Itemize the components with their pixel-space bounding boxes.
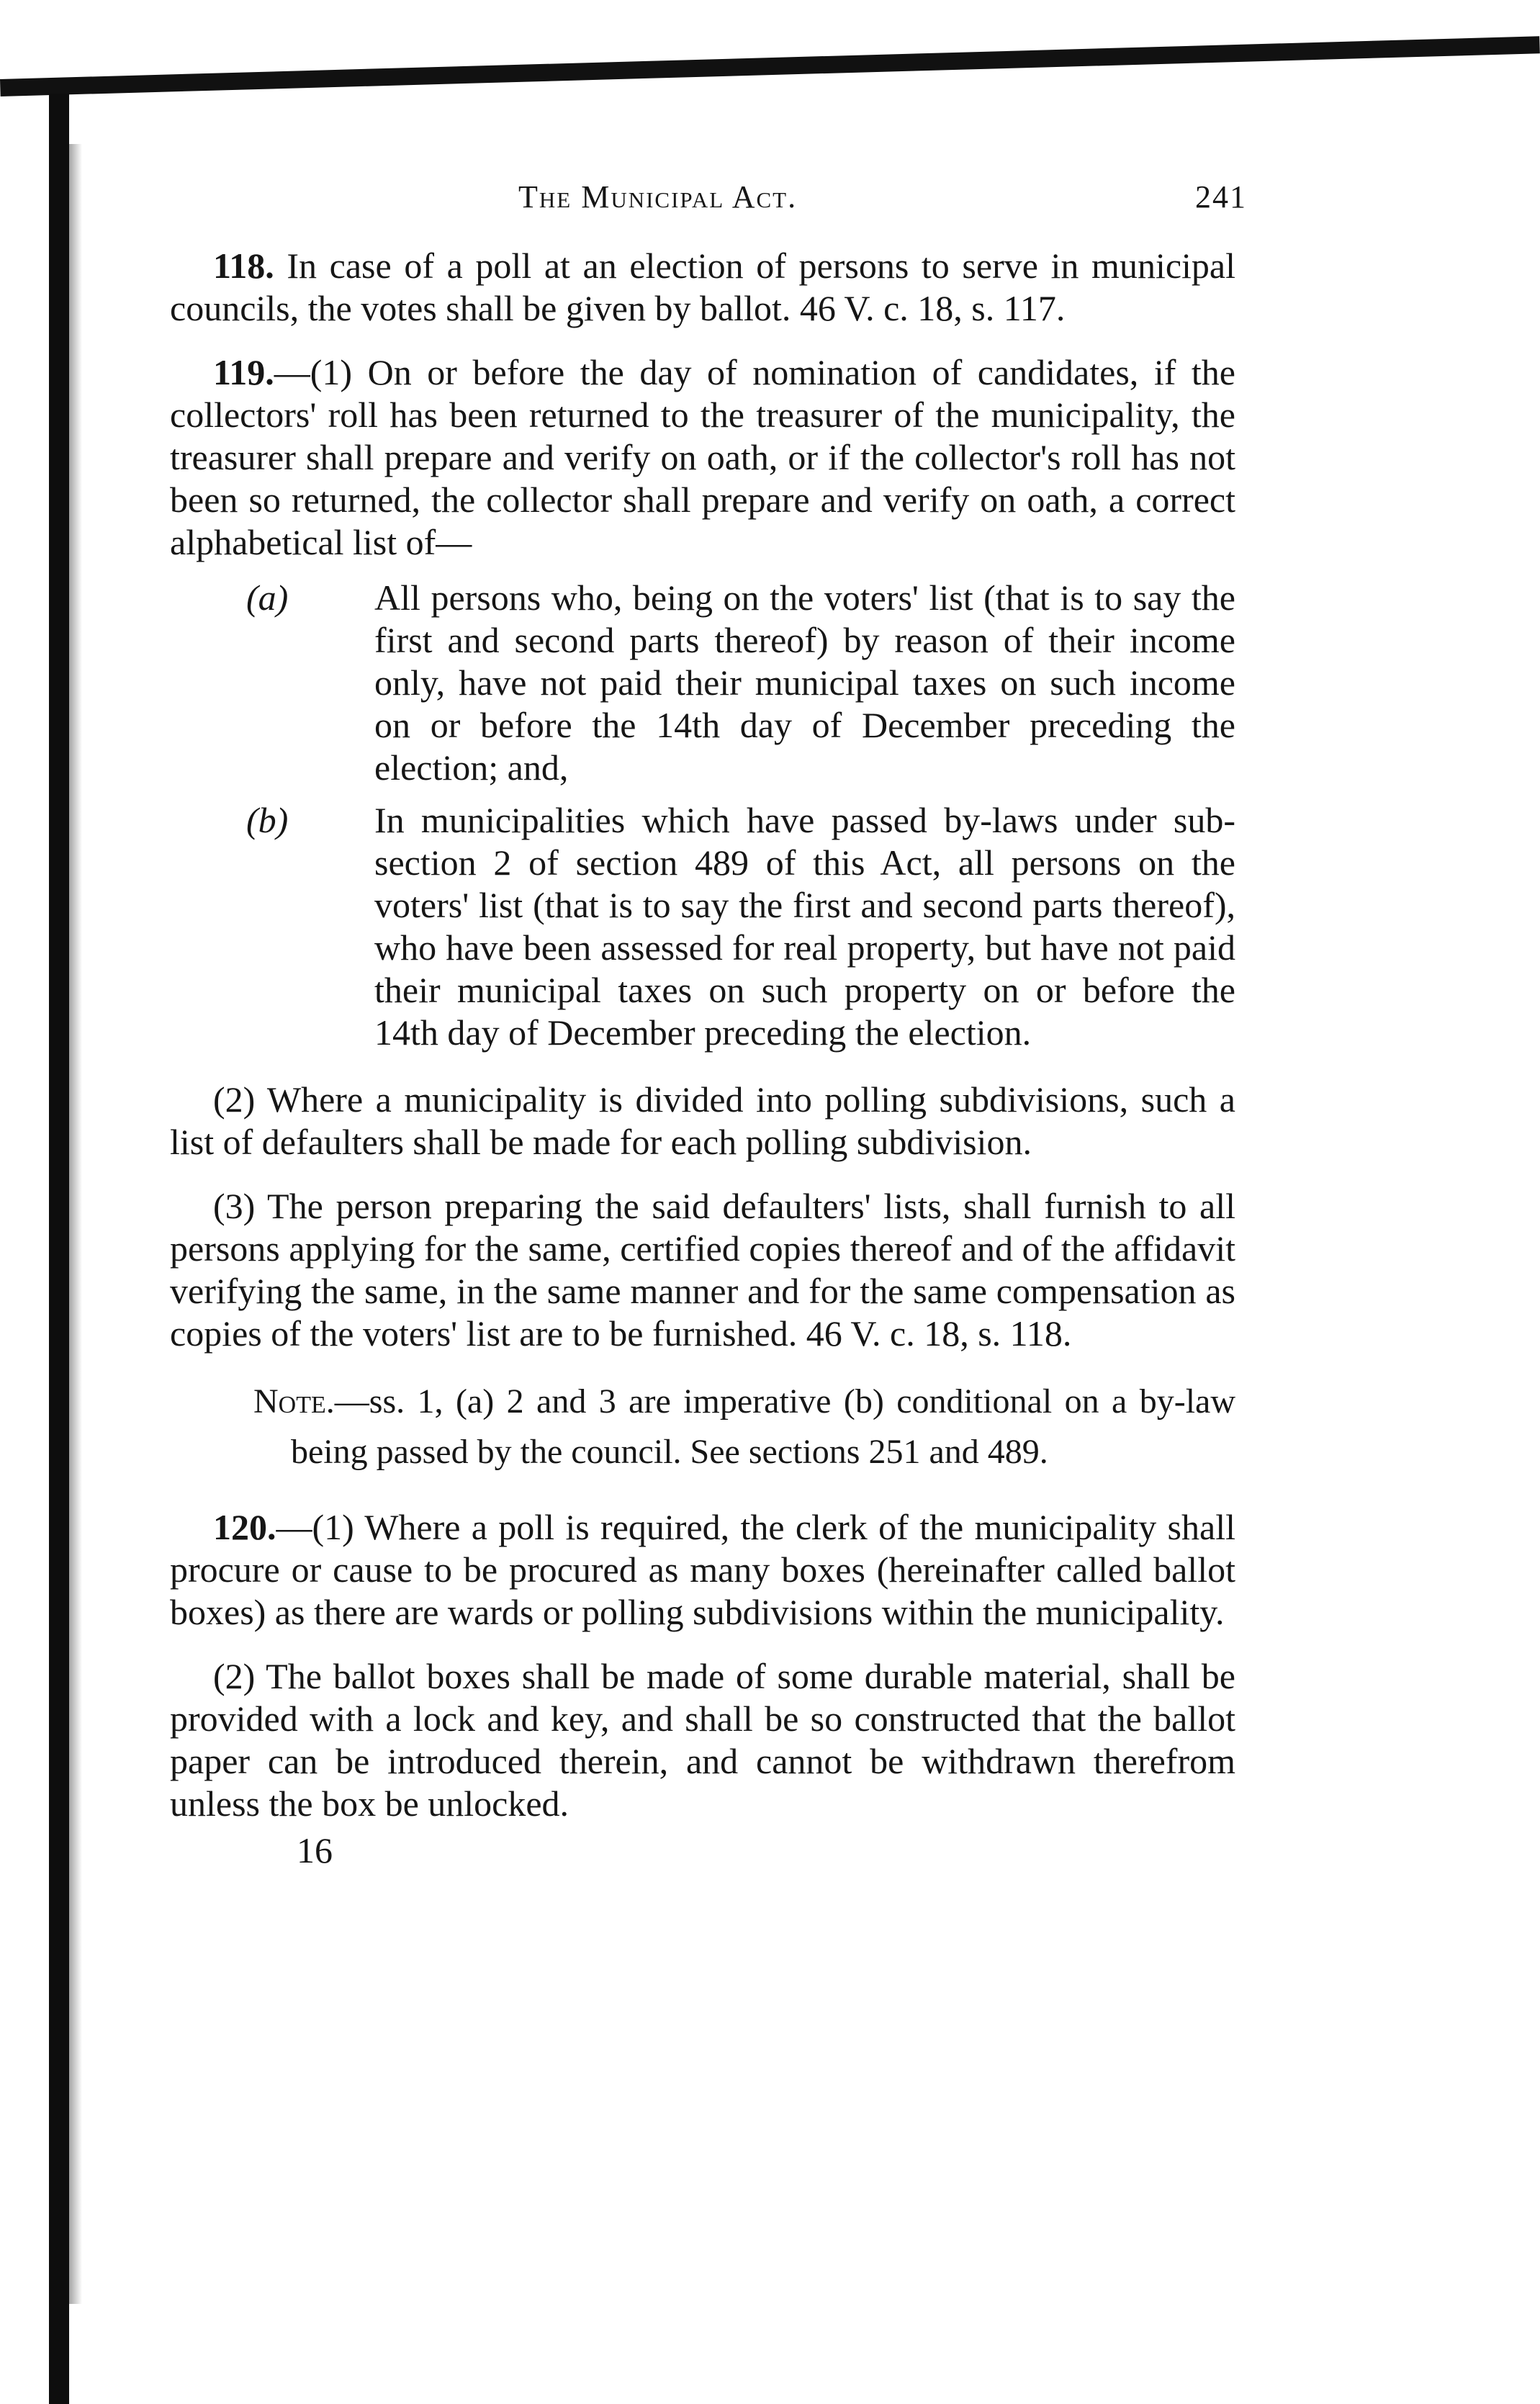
section-120-2: (2) The ballot boxes shall be made of some durable material, shall be provided with a lock and key, and shall be so constructed that the ballot paper can be introduced therein, and cannot be withdrawn therefrom unless the box be unlocked. (170, 1656, 1235, 1824)
clause-text: All persons who, being on the voters' list (that is to say the first and second parts thereof) by reason of their income only, have not paid their municipal taxes on such income on or before the 14th day of December preceding the election; and, (374, 577, 1235, 788)
running-header (170, 166, 1247, 245)
clause-b (170, 799, 1235, 1054)
section-text: —(1) Where a poll is required, the clerk of the municipality shall procure or cause to be procured as many boxes (hereinafter called ballot boxes) as there are wards or polling subdivisions within the municipality. (170, 1507, 1235, 1632)
note-text: —ss. 1, (a) 2 and 3 are imperative (b) conditional on a by-law being passed by the council. See sections 251 and 489. (291, 1382, 1235, 1471)
section-text: In case of a poll at an election of persons to serve in municipal councils, the votes shall be given by ballot. 46 V. c. 18, s. 117. (170, 246, 1236, 328)
page-content (170, 166, 1247, 1872)
section-number: 120. (213, 1507, 276, 1547)
signature-mark: 16 (297, 1830, 333, 1870)
section-number: 119. (213, 352, 274, 392)
section-120-1 (170, 1506, 1235, 1634)
section-number: 118. (213, 246, 274, 286)
clause-label: (a) (246, 577, 289, 618)
note-heading: Note. (253, 1382, 335, 1421)
scan-border-left (49, 94, 69, 2404)
page-number: 241 (1195, 179, 1247, 215)
section-119-1 (170, 351, 1235, 564)
clause-list (170, 577, 1235, 1054)
scan-shadow-left (69, 144, 82, 2304)
section-119-3: (3) The person preparing the said defaulters' lists, shall furnish to all persons applying for the same, certified copies thereof and of the affidavit verifying the same, in the same manner and for the same compensation as copies of the voters' list are to be furnished. 46 V. c. 18, s. 118. (170, 1186, 1235, 1354)
clause-label: (b) (246, 800, 289, 840)
scan-border-top (0, 36, 1540, 96)
section-118 (170, 245, 1235, 330)
clause-text: In municipalities which have passed by-laws under sub-section 2 of section 489 of this Act, all persons on the voters' list (that is to say the first and second parts thereof), who have been assessed for real property, but have not paid their municipal taxes on such property on or before the 14th day of December preceding the election. (374, 800, 1235, 1053)
running-title: The Municipal Act. (518, 179, 798, 215)
section-text: —(1) On or before the day of nomination of candidates, if the collectors' roll has been returned to the treasurer of the municipality, the treasurer shall prepare and verify on oath, or if the collector's roll has not been so returned, the collector shall prepare and verify on oath, a correct alphabetical list of— (170, 352, 1235, 562)
clause-a (170, 577, 1235, 789)
editorial-note (253, 1377, 1235, 1477)
section-119-2: (2) Where a municipality is divided into polling subdivisions, such a list of defaulters shall be made for each polling subdivision. (170, 1079, 1235, 1162)
